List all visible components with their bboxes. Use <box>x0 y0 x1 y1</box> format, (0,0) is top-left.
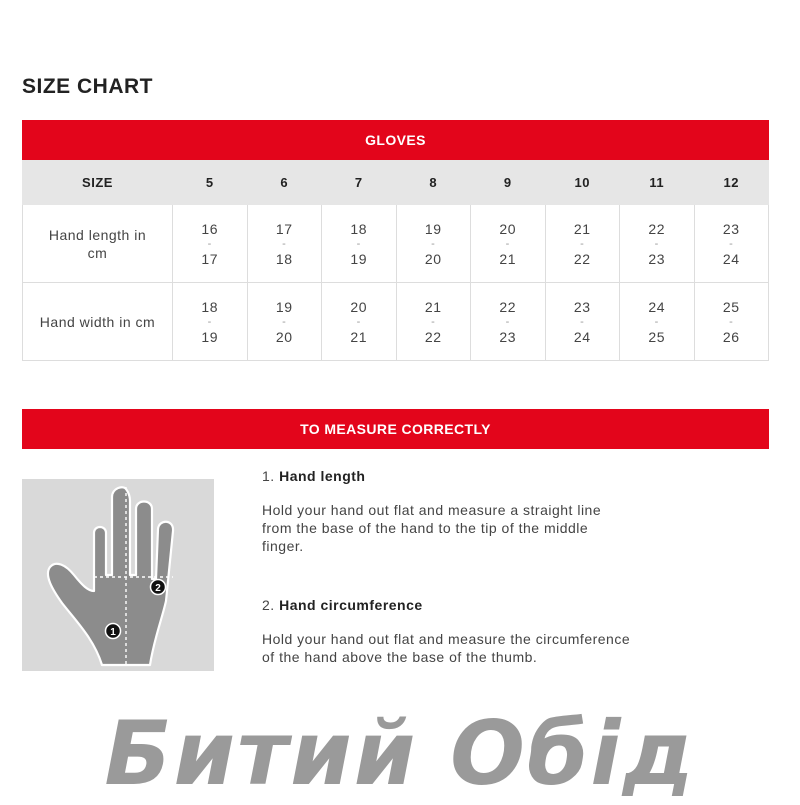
svg-text:2: 2 <box>155 583 161 594</box>
range-cell <box>247 283 322 361</box>
range-min: 22 <box>499 298 517 315</box>
step-text: Hold your hand out flat and measure a straight line from the base of the hand to the tip of the middle finger. <box>262 502 602 554</box>
range-cell <box>694 283 769 361</box>
range-min: 19 <box>424 220 442 237</box>
range-min: 19 <box>275 298 293 315</box>
step-heading <box>262 468 632 484</box>
step-number: 2. <box>262 597 275 613</box>
step-title: Hand circumference <box>279 597 423 613</box>
range-cell <box>545 283 620 361</box>
range-sep: - <box>580 315 585 328</box>
size-header-cell: 11 <box>620 161 695 205</box>
range-cell <box>322 205 397 283</box>
size-header-cell: 10 <box>545 161 620 205</box>
size-header-cell: 8 <box>396 161 471 205</box>
range-max: 26 <box>722 328 740 345</box>
range-cell <box>545 205 620 283</box>
range-max: 21 <box>350 328 368 345</box>
range-cell <box>396 205 471 283</box>
size-header-cell: 9 <box>471 161 546 205</box>
range-min: 20 <box>499 220 517 237</box>
range-max: 24 <box>573 328 591 345</box>
range-sep: - <box>654 315 659 328</box>
range-cell <box>471 205 546 283</box>
step-text: Hold your hand out flat and measure the circumference of the hand above the base of the thumb. <box>262 631 631 665</box>
range-max: 18 <box>275 250 293 267</box>
range-sep: - <box>431 237 436 250</box>
watermark: Битий Обід <box>104 702 696 805</box>
range-sep: - <box>654 237 659 250</box>
range-max: 17 <box>201 250 219 267</box>
range-cell <box>173 205 248 283</box>
size-header-label: SIZE <box>23 161 173 205</box>
table-row <box>23 205 769 283</box>
range-sep: - <box>282 237 287 250</box>
range-min: 24 <box>648 298 666 315</box>
page-title: SIZE CHART <box>22 75 153 98</box>
gloves-banner: GLOVES <box>22 120 769 160</box>
range-cell <box>620 205 695 283</box>
range-cell <box>471 283 546 361</box>
range-min: 21 <box>424 298 442 315</box>
measure-banner: TO MEASURE CORRECTLY <box>22 409 769 449</box>
table-row <box>23 283 769 361</box>
size-header-cell: 7 <box>322 161 397 205</box>
range-cell <box>396 283 471 361</box>
row-label: Hand width in cm <box>23 283 173 361</box>
row-label: Hand length in cm <box>23 205 173 283</box>
size-header-cell: 12 <box>694 161 769 205</box>
range-max: 22 <box>573 250 591 267</box>
table-header-row <box>23 161 769 205</box>
range-cell <box>694 205 769 283</box>
range-max: 23 <box>499 328 517 345</box>
range-sep: - <box>431 315 436 328</box>
range-sep: - <box>282 315 287 328</box>
range-sep: - <box>729 237 734 250</box>
range-max: 19 <box>201 328 219 345</box>
range-sep: - <box>356 315 361 328</box>
range-max: 20 <box>424 250 442 267</box>
range-max: 21 <box>499 250 517 267</box>
range-min: 16 <box>201 220 219 237</box>
range-cell <box>322 283 397 361</box>
range-max: 20 <box>275 328 293 345</box>
range-min: 21 <box>573 220 591 237</box>
range-sep: - <box>207 237 212 250</box>
svg-text:1: 1 <box>110 627 116 638</box>
range-sep: - <box>580 237 585 250</box>
step-hand-length <box>262 468 632 555</box>
hand-diagram <box>22 479 214 671</box>
size-chart-table <box>22 160 769 361</box>
range-max: 22 <box>424 328 442 345</box>
range-min: 20 <box>350 298 368 315</box>
range-cell <box>173 283 248 361</box>
step-hand-circumference <box>262 597 632 666</box>
marker-2 <box>151 580 166 595</box>
range-min: 22 <box>648 220 666 237</box>
hand-diagram-icon <box>22 479 214 671</box>
range-min: 18 <box>350 220 368 237</box>
range-min: 18 <box>201 298 219 315</box>
size-header-cell: 6 <box>247 161 322 205</box>
range-cell <box>620 283 695 361</box>
step-number: 1. <box>262 468 275 484</box>
range-max: 25 <box>648 328 666 345</box>
range-sep: - <box>207 315 212 328</box>
range-sep: - <box>356 237 361 250</box>
range-min: 25 <box>722 298 740 315</box>
size-header-cell: 5 <box>173 161 248 205</box>
range-sep: - <box>505 315 510 328</box>
step-heading <box>262 597 632 613</box>
range-max: 24 <box>722 250 740 267</box>
range-min: 17 <box>275 220 293 237</box>
range-max: 23 <box>648 250 666 267</box>
range-sep: - <box>505 237 510 250</box>
range-sep: - <box>729 315 734 328</box>
range-min: 23 <box>573 298 591 315</box>
range-max: 19 <box>350 250 368 267</box>
marker-1 <box>106 624 121 639</box>
range-cell <box>247 205 322 283</box>
range-min: 23 <box>722 220 740 237</box>
step-title: Hand length <box>279 468 366 484</box>
